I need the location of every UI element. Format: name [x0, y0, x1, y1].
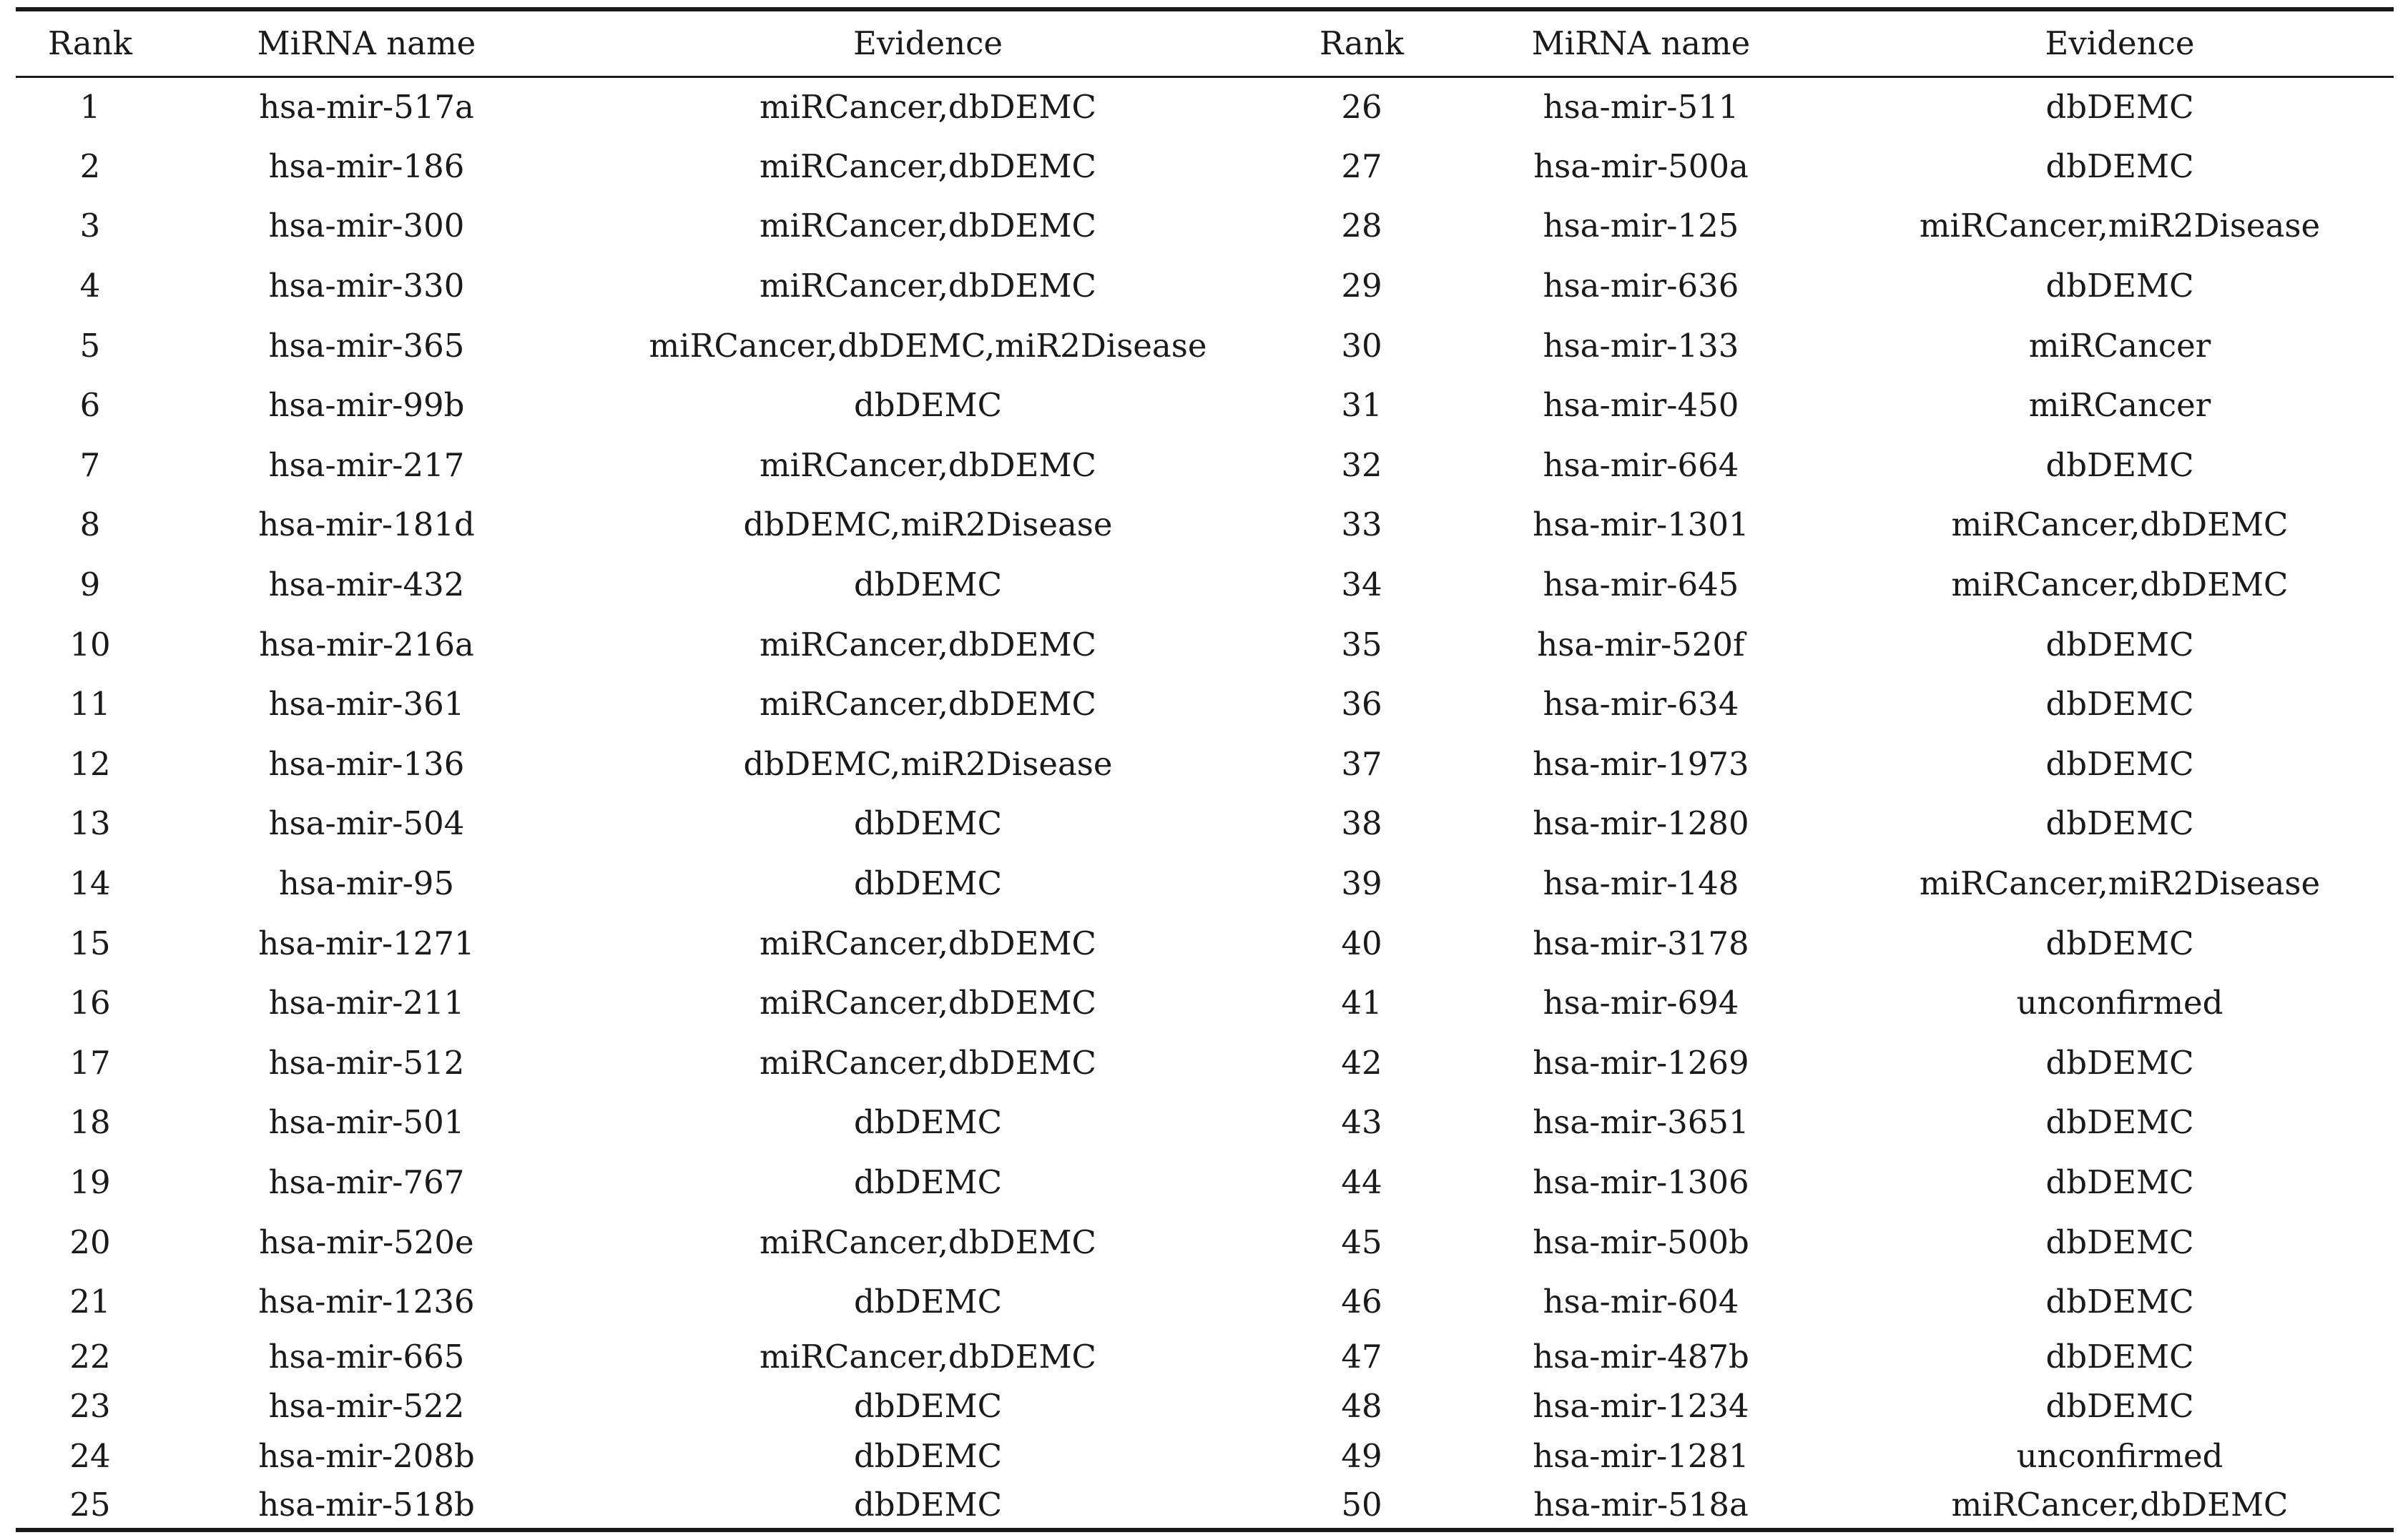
- header-rank-left: Rank: [16, 9, 164, 76]
- table-row: [16, 1033, 2394, 1093]
- rank-cell: 3: [79, 207, 101, 245]
- rank-cell: 9: [79, 566, 101, 604]
- rank-cell: 4: [79, 267, 101, 305]
- table-row: [16, 1272, 2394, 1332]
- table-row: [16, 913, 2394, 973]
- mirna-name-cell: hsa-mir-450: [1543, 386, 1739, 425]
- evidence-cell: dbDEMC: [2045, 804, 2194, 843]
- rank-cell: 23: [69, 1387, 111, 1426]
- rank-cell: 17: [69, 1043, 111, 1082]
- evidence-cell: miRCancer,dbDEMC: [760, 88, 1096, 127]
- rank-cell: 29: [1341, 267, 1382, 305]
- evidence-cell: miRCancer,dbDEMC: [760, 207, 1096, 245]
- rank-cell: 14: [69, 864, 111, 903]
- evidence-cell: miRCancer,dbDEMC: [760, 1043, 1096, 1082]
- mirna-name-cell: hsa-mir-211: [268, 984, 465, 1022]
- table-row: [16, 375, 2394, 435]
- evidence-cell: miRCancer,miR2Disease: [1919, 864, 2321, 903]
- evidence-cell: dbDEMC: [853, 864, 1003, 903]
- evidence-cell: miRCancer: [2028, 386, 2211, 425]
- evidence-cell: miRCancer,dbDEMC: [760, 685, 1096, 724]
- rank-cell: 24: [69, 1436, 111, 1475]
- mirna-name-cell: hsa-mir-500a: [1533, 147, 1749, 185]
- evidence-cell: dbDEMC,miR2Disease: [743, 505, 1113, 544]
- rank-cell: 36: [1341, 685, 1382, 724]
- rank-cell: 26: [1341, 88, 1382, 127]
- rank-cell: 43: [1341, 1103, 1382, 1142]
- rank-cell: 31: [1341, 386, 1382, 425]
- rank-cell: 50: [1287, 1481, 1436, 1531]
- evidence-cell: dbDEMC: [2045, 1387, 2194, 1426]
- table-row: [16, 973, 2394, 1033]
- mirna-name-cell: hsa-mir-186: [268, 147, 465, 185]
- mirna-name-cell: hsa-mir-1306: [1533, 1163, 1749, 1201]
- mirna-name-cell: hsa-mir-133: [1543, 326, 1739, 365]
- evidence-cell: dbDEMC: [2045, 1223, 2194, 1261]
- mirna-name-cell: hsa-mir-518a: [1436, 1481, 1846, 1531]
- rank-cell: 8: [79, 505, 101, 544]
- mirna-name-cell: hsa-mir-604: [1543, 1283, 1739, 1321]
- evidence-cell: dbDEMC: [2045, 445, 2194, 484]
- header-evidence-right: Evidence: [1846, 9, 2394, 76]
- mirna-name-cell: hsa-mir-504: [268, 804, 465, 843]
- rank-cell: 18: [69, 1103, 111, 1142]
- evidence-cell: dbDEMC: [853, 1103, 1003, 1142]
- rank-cell: 46: [1341, 1283, 1382, 1321]
- mirna-name-cell: hsa-mir-501: [268, 1103, 465, 1142]
- rank-cell: 42: [1341, 1043, 1382, 1082]
- evidence-cell: dbDEMC: [853, 386, 1003, 425]
- table-row: [16, 256, 2394, 316]
- evidence-cell: dbDEMC: [2045, 267, 2194, 305]
- mirna-name-cell: hsa-mir-1269: [1533, 1043, 1749, 1082]
- evidence-cell: miRCancer,dbDEMC: [760, 924, 1096, 962]
- evidence-cell: unconfirmed: [2016, 984, 2223, 1022]
- mirna-ranking-table: [16, 7, 2394, 1532]
- table-row: [16, 1153, 2394, 1213]
- rank-cell: 10: [69, 625, 111, 663]
- mirna-name-cell: hsa-mir-520f: [1537, 625, 1745, 663]
- table-row: [16, 794, 2394, 854]
- mirna-name-cell: hsa-mir-3651: [1533, 1103, 1749, 1142]
- mirna-name-cell: hsa-mir-432: [268, 566, 465, 604]
- table-row: [16, 734, 2394, 794]
- header-mirna-name-right: MiRNA name: [1436, 9, 1846, 76]
- evidence-cell: dbDEMC: [2045, 1103, 2194, 1142]
- rank-cell: 16: [69, 984, 111, 1022]
- rank-cell: 41: [1341, 984, 1382, 1022]
- table-row: [16, 555, 2394, 615]
- mirna-name-cell: hsa-mir-181d: [258, 505, 475, 544]
- mirna-name-cell: hsa-mir-95: [278, 864, 455, 903]
- evidence-cell: miRCancer: [2028, 326, 2211, 365]
- rank-cell: 37: [1341, 744, 1382, 783]
- rank-cell: 40: [1341, 924, 1382, 962]
- rank-cell: 7: [79, 445, 101, 484]
- rank-cell: 39: [1341, 864, 1382, 903]
- rank-cell: 12: [69, 744, 111, 783]
- mirna-name-cell: hsa-mir-767: [268, 1163, 465, 1201]
- mirna-name-cell: hsa-mir-665: [268, 1337, 465, 1376]
- table-row: [16, 435, 2394, 495]
- evidence-cell: dbDEMC: [569, 1481, 1287, 1531]
- evidence-cell: dbDEMC: [853, 804, 1003, 843]
- header-mirna-name-left: MiRNA name: [164, 9, 569, 76]
- mirna-name-cell: hsa-mir-645: [1543, 566, 1739, 604]
- mirna-name-cell: hsa-mir-3178: [1533, 924, 1749, 962]
- table-header: [16, 9, 2394, 76]
- header-evidence-left: Evidence: [569, 9, 1287, 76]
- rank-cell: 33: [1341, 505, 1382, 544]
- rank-cell: 32: [1341, 445, 1382, 484]
- rank-cell: 28: [1341, 207, 1382, 245]
- mirna-name-cell: hsa-mir-636: [1543, 267, 1739, 305]
- mirna-name-cell: hsa-mir-1973: [1533, 744, 1749, 783]
- mirna-name-cell: hsa-mir-512: [268, 1043, 465, 1082]
- mirna-name-cell: hsa-mir-216a: [259, 625, 474, 663]
- evidence-cell: dbDEMC: [2045, 1163, 2194, 1201]
- evidence-cell: miRCancer,dbDEMC: [760, 625, 1096, 663]
- evidence-cell: miRCancer,dbDEMC: [760, 1223, 1096, 1261]
- evidence-cell: miRCancer,dbDEMC: [1951, 505, 2289, 544]
- mirna-name-cell: hsa-mir-520e: [259, 1223, 474, 1261]
- evidence-cell: dbDEMC: [2045, 924, 2194, 962]
- rank-cell: 21: [69, 1283, 111, 1321]
- mirna-name-cell: hsa-mir-125: [1543, 207, 1739, 245]
- mirna-name-cell: hsa-mir-634: [1543, 685, 1739, 724]
- table-row: [16, 1092, 2394, 1153]
- evidence-cell: miRCancer,dbDEMC,miR2Disease: [649, 326, 1207, 365]
- mirna-name-cell: hsa-mir-487b: [1533, 1337, 1749, 1376]
- mirna-name-cell: hsa-mir-361: [268, 685, 465, 724]
- rank-cell: 22: [69, 1337, 111, 1376]
- evidence-cell: dbDEMC: [2045, 1337, 2194, 1376]
- rank-cell: 45: [1341, 1223, 1382, 1261]
- mirna-name-cell: hsa-mir-522: [268, 1387, 465, 1426]
- rank-cell: 38: [1341, 804, 1382, 843]
- evidence-cell: dbDEMC: [853, 1283, 1003, 1321]
- evidence-cell: miRCancer,dbDEMC: [1846, 1481, 2394, 1531]
- mirna-ranking-table-container: [16, 7, 2394, 1532]
- evidence-cell: dbDEMC: [853, 1436, 1003, 1475]
- mirna-name-cell: hsa-mir-330: [268, 267, 465, 305]
- evidence-cell: dbDEMC: [2045, 88, 2194, 127]
- table-row: [16, 76, 2394, 137]
- rank-cell: 13: [69, 804, 111, 843]
- evidence-cell: dbDEMC: [853, 1387, 1003, 1426]
- rank-cell: 20: [69, 1223, 111, 1261]
- evidence-cell: miRCancer,dbDEMC: [760, 984, 1096, 1022]
- evidence-cell: miRCancer,dbDEMC: [1951, 566, 2289, 604]
- rank-cell: 30: [1341, 326, 1382, 365]
- evidence-cell: dbDEMC: [853, 1163, 1003, 1201]
- table-row: [16, 1431, 2394, 1481]
- rank-cell: 15: [69, 924, 111, 962]
- mirna-name-cell: hsa-mir-300: [268, 207, 465, 245]
- mirna-name-cell: hsa-mir-1280: [1533, 804, 1749, 843]
- mirna-name-cell: hsa-mir-136: [268, 744, 465, 783]
- header-row: [16, 9, 2394, 76]
- rank-cell: 49: [1341, 1436, 1382, 1475]
- evidence-cell: dbDEMC,miR2Disease: [743, 744, 1113, 783]
- evidence-cell: miRCancer,dbDEMC: [760, 267, 1096, 305]
- header-rank-right: Rank: [1287, 9, 1436, 76]
- evidence-cell: dbDEMC: [853, 566, 1003, 604]
- table-body: [16, 76, 2394, 1530]
- table-row: [16, 1212, 2394, 1272]
- evidence-cell: unconfirmed: [2016, 1436, 2223, 1475]
- mirna-name-cell: hsa-mir-500b: [1533, 1223, 1749, 1261]
- evidence-cell: dbDEMC: [2045, 685, 2194, 724]
- rank-cell: 2: [79, 147, 101, 185]
- evidence-cell: miRCancer,miR2Disease: [1919, 207, 2321, 245]
- table-row: [16, 495, 2394, 555]
- mirna-name-cell: hsa-mir-1234: [1533, 1387, 1749, 1426]
- evidence-cell: dbDEMC: [2045, 1043, 2194, 1082]
- table-row: [16, 196, 2394, 256]
- rank-cell: 27: [1341, 147, 1382, 185]
- mirna-name-cell: hsa-mir-208b: [258, 1436, 475, 1475]
- rank-cell: 6: [79, 386, 101, 425]
- table-row: [16, 137, 2394, 197]
- rank-cell: 35: [1341, 625, 1382, 663]
- rank-cell: 25: [16, 1481, 164, 1531]
- table-row: [16, 1331, 2394, 1381]
- mirna-name-cell: hsa-mir-1271: [258, 924, 475, 962]
- evidence-cell: miRCancer,dbDEMC: [760, 147, 1096, 185]
- rank-cell: 5: [79, 326, 101, 365]
- mirna-name-cell: hsa-mir-1301: [1533, 505, 1749, 544]
- mirna-name-cell: hsa-mir-517a: [259, 88, 474, 127]
- mirna-name-cell: hsa-mir-217: [268, 445, 465, 484]
- rank-cell: 19: [69, 1163, 111, 1201]
- rank-cell: 44: [1341, 1163, 1382, 1201]
- mirna-name-cell: hsa-mir-148: [1543, 864, 1739, 903]
- rank-cell: 11: [69, 685, 111, 724]
- mirna-name-cell: hsa-mir-1236: [258, 1283, 475, 1321]
- evidence-cell: miRCancer,dbDEMC: [760, 445, 1096, 484]
- mirna-name-cell: hsa-mir-1281: [1533, 1436, 1749, 1475]
- mirna-name-cell: hsa-mir-694: [1543, 984, 1739, 1022]
- rank-cell: 34: [1341, 566, 1382, 604]
- evidence-cell: dbDEMC: [2045, 1283, 2194, 1321]
- mirna-name-cell: hsa-mir-518b: [164, 1481, 569, 1531]
- mirna-name-cell: hsa-mir-664: [1543, 445, 1739, 484]
- table-row: [16, 854, 2394, 914]
- mirna-name-cell: hsa-mir-511: [1543, 88, 1739, 127]
- table-row: [16, 315, 2394, 375]
- rank-cell: 1: [79, 88, 101, 127]
- evidence-cell: dbDEMC: [2045, 744, 2194, 783]
- mirna-name-cell: hsa-mir-365: [268, 326, 465, 365]
- table-row: [16, 1381, 2394, 1431]
- table-row: [16, 614, 2394, 674]
- evidence-cell: dbDEMC: [2045, 147, 2194, 185]
- table-row: [16, 1481, 2394, 1531]
- rank-cell: 48: [1341, 1387, 1382, 1426]
- evidence-cell: miRCancer,dbDEMC: [760, 1337, 1096, 1376]
- mirna-name-cell: hsa-mir-99b: [268, 386, 465, 425]
- table-row: [16, 674, 2394, 734]
- rank-cell: 47: [1341, 1337, 1382, 1376]
- evidence-cell: dbDEMC: [2045, 625, 2194, 663]
